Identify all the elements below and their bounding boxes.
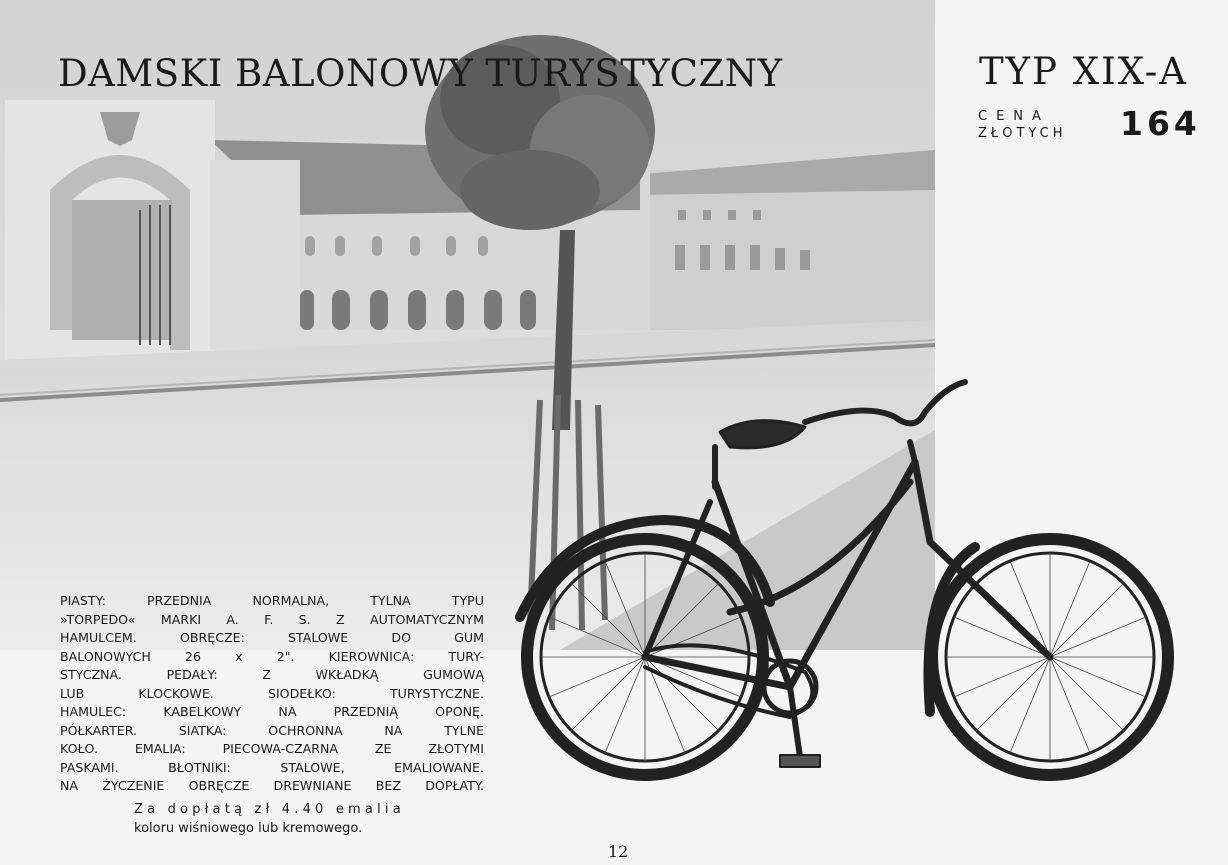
price-value: 164 [1120, 104, 1201, 143]
spec-line: BALONOWYCH 26 x 2". KIEROWNICA: TURY- [60, 648, 484, 664]
spec-line: LUB KLOCKOWE. SIODEŁKO: TURYSTYCZNE. [60, 685, 484, 701]
page-title: DAMSKI BALONOWY TURYSTYCZNY [58, 52, 783, 95]
model-type: TYP XIX-A [979, 50, 1188, 93]
bicycle-illustration [505, 372, 1195, 822]
specifications-text [60, 592, 484, 796]
price-label-line2: ZŁOTYCH [978, 126, 1067, 141]
spec-line: PASKAMI. BŁOTNIKI: STALOWE, EMALIOWANE. [60, 759, 484, 775]
price-label-line1: CENA [978, 109, 1050, 124]
spec-line: NA ŻYCZENIE OBRĘCZE DREWNIANE BEZ DOPŁATY. [60, 778, 484, 793]
spec-line: HAMULCEM. OBRĘCZE: STALOWE DO GUM [60, 630, 484, 645]
spec-line: HAMULEC: KABELKOWY NA PRZEDNIĄ OPONĘ. [60, 704, 484, 719]
spec-line: PIASTY: PRZEDNIA NORMALNA, TYLNA TYPU [60, 593, 484, 608]
surcharge-note [134, 800, 414, 838]
surcharge-line1: Za dopłatą zł 4.40 emalia [134, 802, 405, 817]
price-label [978, 108, 1088, 142]
spec-line: KOŁO. EMALIA: PIECOWA-CZARNA ZE ZŁOTYMI [60, 741, 484, 756]
surcharge-line2: koloru wiśniowego lub kremowego. [134, 821, 363, 836]
spec-line: STYCZNA. PEDAŁY: Z WKŁADKĄ GUMOWĄ [60, 667, 484, 682]
page-number: 12 [608, 842, 629, 861]
spec-line: PÓŁKARTER. SIATKA: OCHRONNA NA TYLNE [60, 722, 484, 738]
spec-line: »TORPEDO« MARKI A. F. S. Z AUTOMATYCZNYM [60, 611, 484, 627]
